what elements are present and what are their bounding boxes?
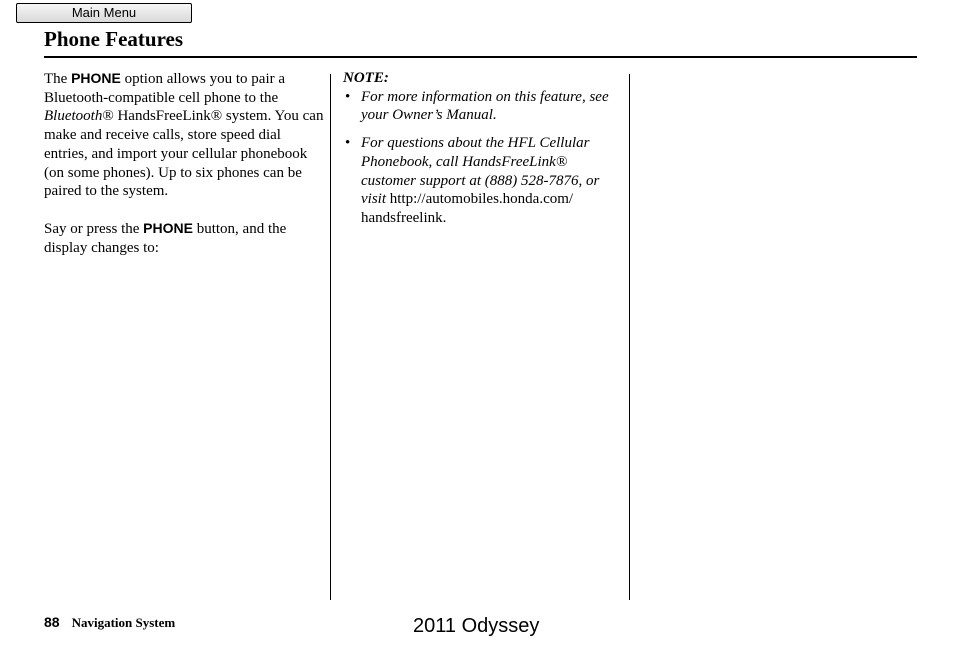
page-number: 88 bbox=[44, 614, 60, 630]
note-item: • For questions about the HFL Cellular Phonebook, call HandsFreeLink® customer support at (888) 528-7876, or visit http://automobiles.honda.com/ handsfreelink. bbox=[345, 135, 600, 226]
footer-section: Navigation System bbox=[71, 615, 176, 630]
support-url: http://automobiles.honda.com/ handsfreelink. bbox=[361, 191, 574, 226]
watermark: 2011 Odyssey bbox=[413, 615, 540, 637]
page-footer bbox=[44, 614, 175, 631]
column-divider-left bbox=[330, 74, 331, 600]
note-label: NOTE: bbox=[343, 70, 389, 86]
instruction-paragraph: Say or press the PHONE button, and the display changes to: bbox=[44, 219, 287, 256]
phone-keyword: PHONE bbox=[71, 70, 121, 86]
phone-button-keyword: PHONE bbox=[143, 219, 193, 236]
bluetooth-italic: Bluetooth bbox=[44, 108, 103, 125]
title-rule bbox=[44, 56, 917, 58]
main-menu-button[interactable]: Main Menu bbox=[16, 3, 192, 23]
intro-paragraph: The PHONE option allows you to pair a Bluetooth-compatible cell phone to the Bluetooth® HandsFreeLink® system. You can make and receive calls, store speed dial entries, and import your cellular phonebook (on some phones). Up to six phones can be paired to the system. bbox=[44, 70, 324, 200]
note-list bbox=[343, 88, 623, 228]
note-item: • For more information on this feature, see your Owner’s Manual. bbox=[345, 88, 609, 124]
bullet-icon: • bbox=[345, 135, 351, 152]
page-title: Phone Features bbox=[44, 27, 184, 51]
column-divider-right bbox=[629, 74, 630, 600]
note-column bbox=[343, 69, 623, 237]
intro-column bbox=[44, 69, 324, 275]
bullet-icon: • bbox=[345, 88, 351, 105]
